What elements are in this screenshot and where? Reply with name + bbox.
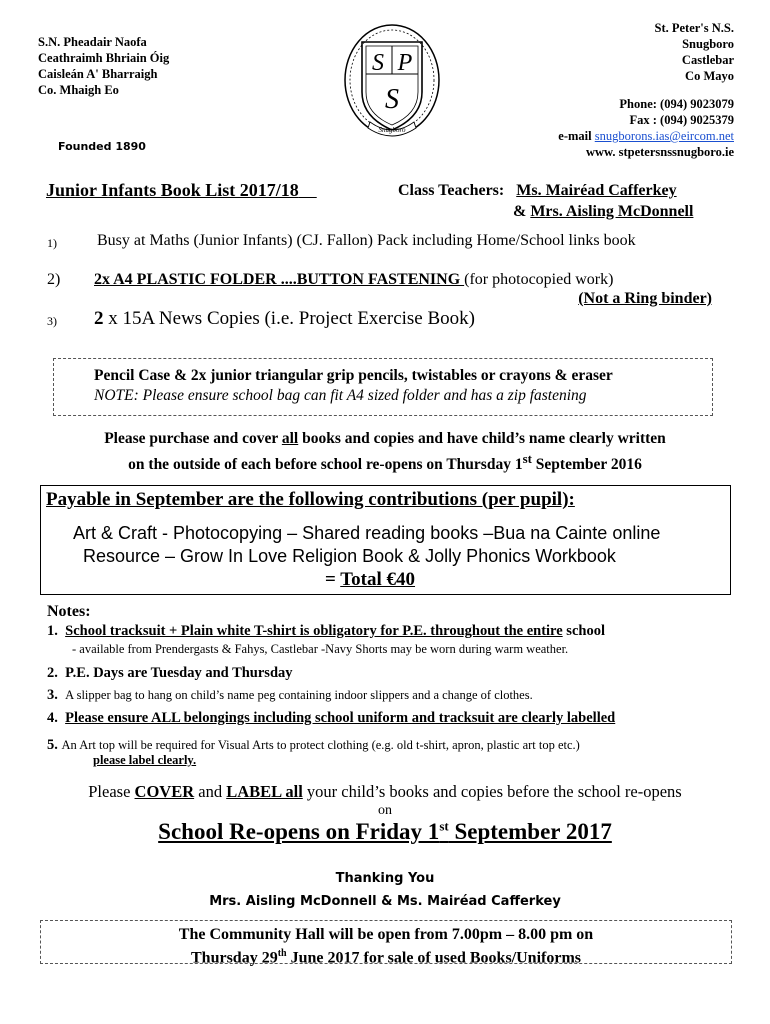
note-number: 3. xyxy=(47,687,58,703)
book-item-note: (Not a Ring binder) xyxy=(578,290,712,307)
book-item-bold: 2x A4 PLASTIC FOLDER ....BUTTON FASTENING xyxy=(94,271,465,288)
english-address xyxy=(655,20,735,84)
reminder-cover: COVER xyxy=(134,782,195,801)
reminder-text: Please xyxy=(88,782,135,801)
note-item xyxy=(47,687,533,704)
community-hall-text xyxy=(41,925,731,967)
note-item xyxy=(47,710,615,727)
school-crest-logo xyxy=(342,22,442,140)
teachers-amp: & xyxy=(513,203,531,220)
note-item xyxy=(47,623,605,640)
note-text: An Art top will be required for Visual Arts to protect clothing (e.g. old t-shirt, apron, plastic art top etc.) xyxy=(61,738,580,752)
note-text: School tracksuit + Plain white T-shirt is obligatory for P.E. throughout the entire xyxy=(65,623,563,639)
note-text: school xyxy=(562,623,605,639)
reopen-text: September 2017 xyxy=(448,818,612,844)
email-label: e-mail xyxy=(558,129,592,143)
pencil-case-line: Pencil Case & 2x junior triangular grip pencils, twistables or crayons & eraser xyxy=(94,367,613,384)
book-item-rest: x 15A News Copies (i.e. Project Exercise Book) xyxy=(103,308,475,329)
purchase-instructions xyxy=(40,429,730,475)
email-link[interactable]: snugborons.ias@eircom.net xyxy=(594,129,734,143)
book-item xyxy=(94,308,475,330)
note-number: 5. xyxy=(47,737,58,753)
english-address-line: Castlebar xyxy=(681,53,734,67)
thanks-block xyxy=(40,867,730,913)
community-line: Thursday 29 xyxy=(191,949,278,967)
pencil-case-box xyxy=(53,358,713,416)
contributions-line: Resource – Grow In Love Religion Book & Jolly Phonics Workbook xyxy=(83,546,616,566)
phone-text: Phone: (094) 9023079 xyxy=(619,97,734,111)
crest-ribbon-text: Snugboro xyxy=(378,126,406,134)
fax-text: Fax : (094) 9025379 xyxy=(629,113,734,127)
contact-details xyxy=(558,96,734,160)
note-number: 2. xyxy=(47,665,58,681)
thanks-signatories: Mrs. Aisling McDonnell & Ms. Mairéad Cafferkey xyxy=(209,894,561,909)
community-sup: th xyxy=(277,948,287,959)
note-item xyxy=(47,737,580,754)
notes-heading: Notes: xyxy=(47,603,91,620)
purchase-text: on the outside of each before school re-opens on Thursday 1 xyxy=(128,456,523,474)
teacher-name: Mrs. Aisling McDonnell xyxy=(530,203,694,220)
class-teachers xyxy=(398,180,693,222)
purchase-text: Please purchase and cover xyxy=(104,430,282,447)
contributions-heading: Payable in September are the following contributions (per pupil): xyxy=(46,489,575,510)
purchase-text: September 2016 xyxy=(531,456,642,474)
community-line: June 2017 for sale of used Books/Uniforms xyxy=(286,949,581,967)
crest-letter: S xyxy=(372,50,384,76)
reopen-sup: st xyxy=(439,818,449,833)
irish-address-line: Caisleán A' Bharraigh xyxy=(38,67,158,81)
book-item xyxy=(94,271,613,289)
teachers-label: Class Teachers: xyxy=(398,182,505,199)
book-item-bold: 2 xyxy=(94,308,104,329)
website-text[interactable]: www. stpetersnssnugboro.ie xyxy=(585,145,734,159)
irish-address xyxy=(38,34,169,98)
purchase-text: books and copies and have child’s name clearly written xyxy=(298,430,666,447)
irish-address-line: Co. Mhaigh Eo xyxy=(38,83,119,97)
reminder-text: on xyxy=(378,803,392,818)
book-item-rest: (for photocopied work) xyxy=(464,271,614,288)
thanks-line: Thanking You xyxy=(335,871,435,886)
irish-address-line: Ceathraimh Bhriain Óig xyxy=(38,51,170,65)
cover-label-reminder xyxy=(40,782,730,820)
note-text: Please ensure ALL belongings including school uniform and tracksuit are clearly labelled xyxy=(65,710,616,726)
list-number: 2) xyxy=(47,271,61,288)
purchase-sup: st xyxy=(522,451,532,466)
email-line xyxy=(558,128,734,144)
contributions-box xyxy=(40,485,731,595)
total-amount: Total €40 xyxy=(340,569,416,590)
title-text: Junior Infants Book List 2017/18 xyxy=(46,180,299,200)
community-hall-box xyxy=(40,920,732,967)
purchase-all: all xyxy=(281,430,299,447)
contributions-total xyxy=(325,569,415,591)
community-line: The Community Hall will be open from 7.00pm – 8.00 pm on xyxy=(178,926,594,943)
crest-letter: P xyxy=(397,50,413,76)
list-number: 1) xyxy=(47,236,57,250)
book-item: Busy at Maths (Junior Infants) (CJ. Fallon) Pack including Home/School links book xyxy=(97,232,636,249)
pencil-case-note: NOTE: Please ensure school bag can fit A4 sized folder and has a zip fastening xyxy=(94,387,587,404)
note-sub: - available from Prendergasts & Fahys, Castlebar -Navy Shorts may be worn during warm weather. xyxy=(72,642,569,656)
contributions-line: Art & Craft - Photocopying – Shared reading books –Bua na Cainte online xyxy=(73,523,661,543)
crest-letter: S xyxy=(385,84,399,115)
note-text: A slipper bag to hang on child’s name peg containing indoor slippers and a change of clothes. xyxy=(65,688,533,702)
note-number: 1. xyxy=(47,623,58,639)
note-item xyxy=(47,665,293,682)
irish-address-line: S.N. Pheadair Naofa xyxy=(38,35,147,49)
reminder-label: LABEL all xyxy=(226,782,303,801)
english-address-line: Snugboro xyxy=(682,37,734,51)
english-address-line: Co Mayo xyxy=(685,69,734,83)
note-sub: please label clearly. xyxy=(93,753,197,767)
reopen-text: School Re-opens on Friday 1 xyxy=(158,818,440,844)
note-text: P.E. Days are Tuesday and Thursday xyxy=(65,665,293,681)
total-equals: = xyxy=(325,569,341,590)
note-number: 4. xyxy=(47,710,58,726)
reopen-heading xyxy=(40,818,730,845)
list-number: 3) xyxy=(47,314,57,328)
founded-text: Founded 1890 xyxy=(58,140,146,153)
english-address-line: St. Peter's N.S. xyxy=(654,21,734,35)
page-title xyxy=(46,180,317,201)
teacher-name: Ms. Mairéad Cafferkey xyxy=(516,182,677,199)
reminder-text: and xyxy=(194,782,227,801)
reminder-text: your child’s books and copies before the school re-opens xyxy=(302,782,682,801)
